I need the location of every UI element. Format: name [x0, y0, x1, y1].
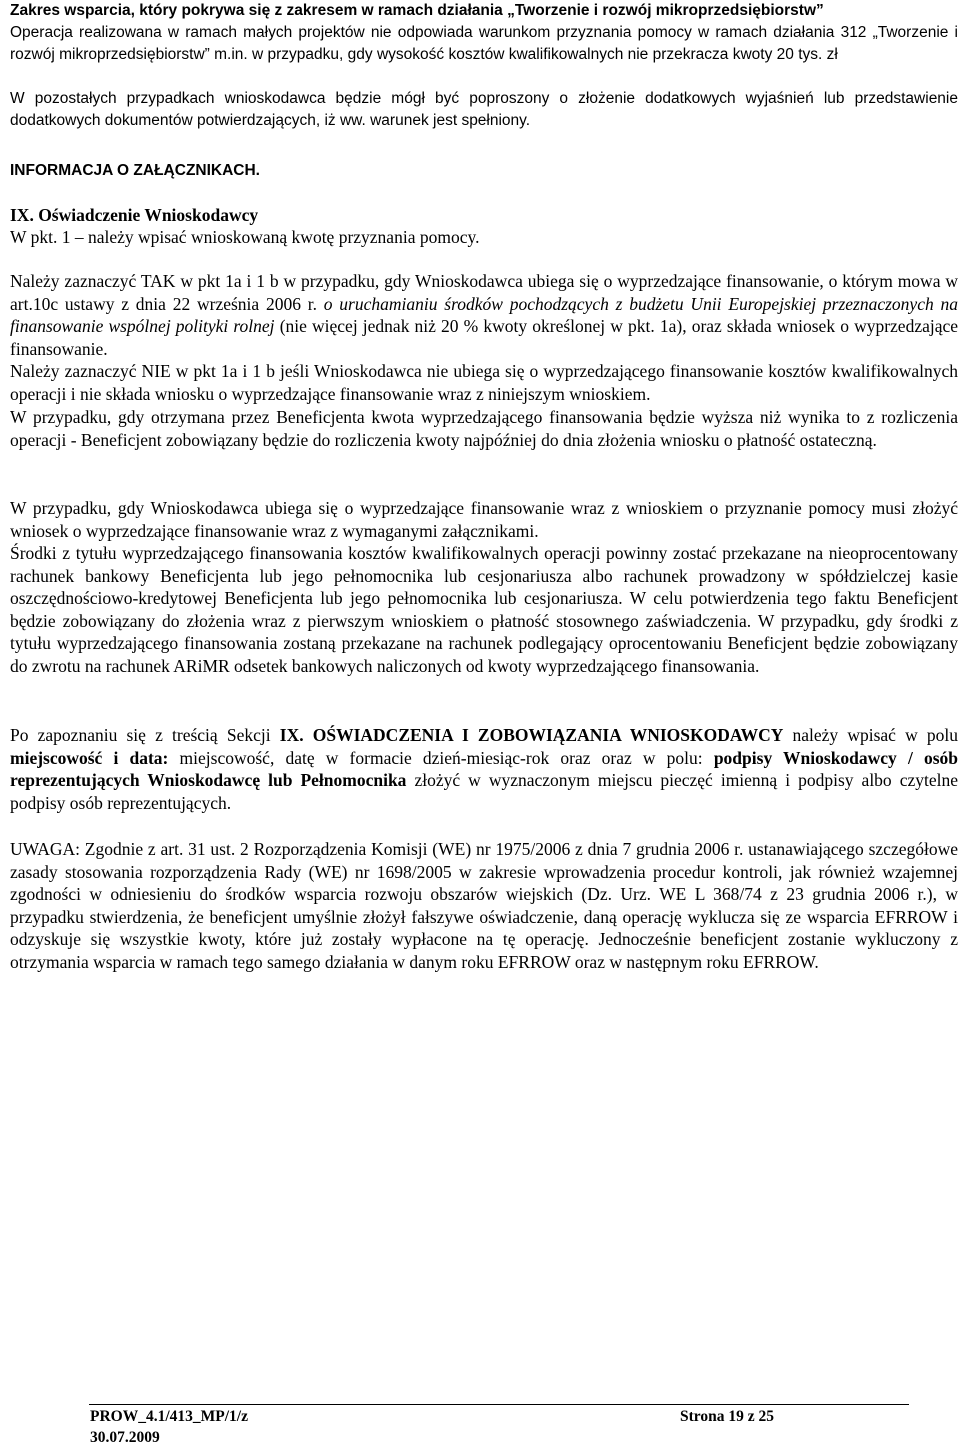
footer-divider: [89, 1404, 909, 1405]
intro-paragraph-2: W pozostałych przypadkach wnioskodawca będzie mógł być poproszony o złożenie dodatkowych wyjaśnień lub przedstawienie dodatkowych dokumentów potwierdzających, iż ww. warunek jest spełniony.: [10, 90, 958, 129]
footer-code: PROW_4.1/413_MP/1/z: [90, 1408, 248, 1425]
paragraph-nie: Należy zaznaczyć NIE w pkt 1a i 1 b jeśli Wnioskodawca nie ubiega się o wyprzedzającego finansowanie kosztów kwalifikowalnych operacji i nie składa wniosku o wyprzedzające finansowanie wraz z niniejszym wnioskiem.: [10, 361, 958, 404]
signature-section-name: IX. OŚWIADCZENIA I ZOBOWIĄZANIA WNIOSKODAWCY: [279, 725, 784, 745]
signature-text-2: należy wpisać w polu: [792, 725, 959, 745]
footer-date: 30.07.2009: [90, 1429, 160, 1446]
warning-paragraph: UWAGA: Zgodnie z art. 31 ust. 2 Rozporządzenia Komisji (WE) nr 1975/2006 z dnia 7 grudnia 2006 r. ustanawiającego szczegółowe zasady stosowania rozporządzenia Rady (WE) nr 1698/2005 w zakresie wprowadzenia procedur kontroli, jak również wzajemnej zgodności w odniesieniu do środków wsparcia rozwoju obszarów wiejskich (Dz. Urz. WE L 368/74 z 23 grudnia 2006 r.), w przypadku stwierdzenia, że beneficjent umyślnie złożył fałszywe oświadczenie, daną operację wyklucza się ze wsparcia EFRROW i odzyskuje się wszystkie kwoty, które już zostały wypłacone na tę operację. Jednocześnie beneficjent zostanie wykluczony z otrzymania wsparcia w ramach tego samego działania w danym roku EFRROW oraz w następnym roku EFRROW.: [10, 839, 958, 972]
paragraph-higher-amount: W przypadku, gdy otrzymana przez Beneficjenta kwota wyprzedzającego finansowania będzie wyższa niż wynika to z rozliczenia operacji - Beneficjent zobowiązany będzie do rozliczenia kwoty najpóźniej do dnia złożenia wniosku o płatność ostateczną.: [10, 407, 958, 450]
signature-text-1: Po zapoznaniu się z treścią Sekcji: [10, 725, 271, 745]
footer-document-info: [90, 1406, 248, 1448]
section-ix-heading: IX. Oświadczenie Wnioskodawcy: [10, 205, 259, 225]
signature-field-place-date: miejscowość i data:: [10, 747, 169, 768]
intro-paragraph-1: Operacja realizowana w ramach małych projektów nie odpowiada warunkom przyznania pomocy w ramach działania 312 „Tworzenie i rozwój mikroprzedsiębiorstw” m.in. w przypadku, gdy wysokość kosztów kwalifikowalnych nie przekracza kwoty 20 tys. zł: [10, 24, 958, 63]
attachments-heading: INFORMACJA O ZAŁĄCZNIKACH.: [10, 162, 260, 179]
paragraph-tak-part-2: (nie więcej jednak niż 20 % kwoty określonej w pkt. 1a), oraz składa wniosek o wyprzedzające finansowanie.: [10, 316, 959, 359]
signature-text-4: złożyć w wyznaczonym miejscu pieczęć imienną i podpisy albo czytelne podpisy osób reprezentujących.: [10, 770, 958, 813]
paragraph-tak: [10, 270, 958, 360]
section-ix-line-1: W pkt. 1 – należy wpisać wnioskowaną kwotę przyznania pomocy.: [10, 227, 480, 247]
signature-text-3: miejscowość, datę w formacie dzień-miesiąc-rok oraz oraz w polu:: [179, 747, 703, 768]
paragraph-tak-part-1: Należy zaznaczyć TAK w pkt 1a i 1 b w przypadku, gdy Wnioskodawca ubiega się o wyprzedzające finansowanie, o którym mowa w art.10c ustawy z dnia 22 września 2006 r.: [10, 271, 958, 314]
paragraph-apply: W przypadku, gdy Wnioskodawca ubiega się o wyprzedzające finansowanie wraz z wnioskiem o przyznanie pomocy musi złożyć wniosek o wyprzedzające finansowanie wraz z wymaganymi załącznikami.: [10, 498, 958, 541]
paragraph-tak-italic: o uruchamianiu środków pochodzących z budżetu Unii Europejskiej przeznaczonych na finansowanie wspólnej polityki rolnej: [10, 293, 958, 337]
footer-page-number: Strona 19 z 25: [680, 1408, 775, 1425]
signature-field-signatures: podpisy Wnioskodawcy / osób reprezentujących Wnioskodawcę lub Pełnomocnika: [10, 747, 959, 791]
paragraph-funds: Środki z tytułu wyprzedzającego finansowania kosztów kwalifikowalnych operacji powinny zostać przekazane na nieoprocentowany rachunek bankowy Beneficjenta lub jego pełnomocnika lub cesjonariusza albo rachunek prowadzony w spółdzielczej kasie oszczędnościowo-kredytowej Beneficjenta lub jego pełnomocnika lub cesjonariusza. W celu potwierdzenia tego faktu Beneficjent będzie zobowiązany do złożenia wraz z pierwszym wnioskiem o płatność stosownego zaświadczenia. W przypadku, gdy środki z tytułu wyprzedzającego finansowania zostaną przekazane na rachunek podlegający oprocentowaniu Beneficjent będzie zobowiązany do zwrotu na rachunek ARiMR odsetek bankowych naliczonych od kwoty wyprzedzającego finansowania.: [10, 543, 958, 676]
paragraph-signature: [10, 724, 958, 814]
intro-title: Zakres wsparcia, który pokrywa się z zakresem w ramach działania „Tworzenie i rozwój mikroprzedsiębiorstw”: [10, 2, 824, 19]
